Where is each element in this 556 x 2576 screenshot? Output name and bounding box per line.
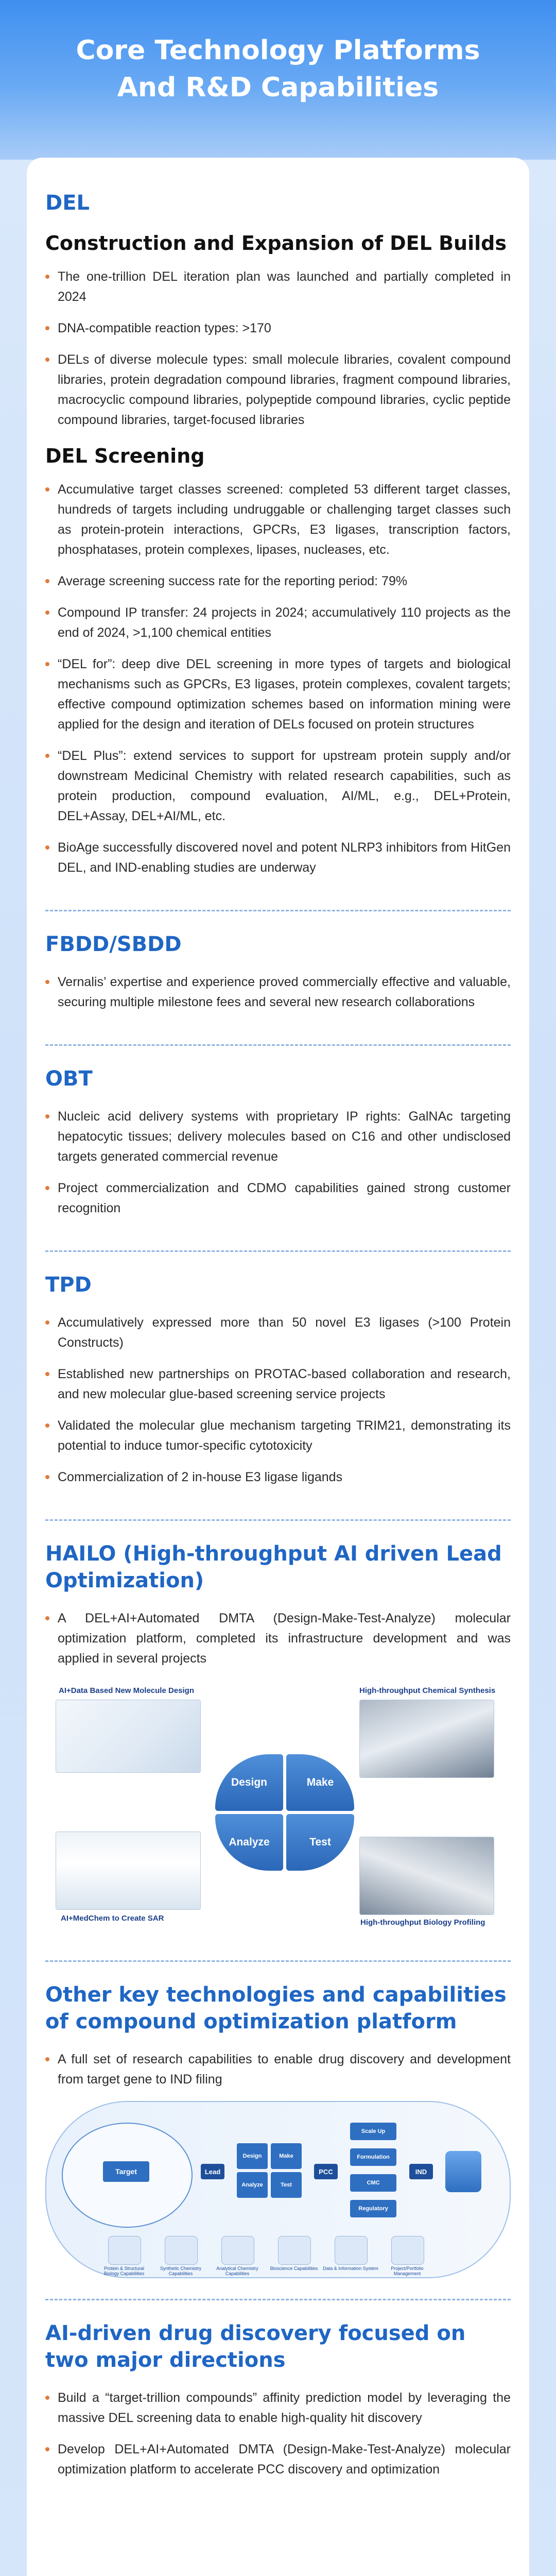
lead-label: Lead [201, 2164, 224, 2179]
list-item: Accumulative target classes screened: completed 53 different target classes, hundreds of targets including undruggable or challenging target classes such as protein-protein interactions, GPCRs, E3 ligases, transcription factors, phosphatases, protein complexes, lipases, nucleases, etc. [45, 480, 511, 560]
pcc-label: PCC [314, 2164, 338, 2179]
subsection-title-del-builds: Construction and Expansion of DEL Builds [45, 232, 507, 255]
capability-label: Analytical Chemistry Capabilities [216, 2266, 258, 2276]
dmta-figure [45, 1682, 511, 1940]
list-item: DNA-compatible reaction types: >170 [45, 318, 511, 338]
section-obt [45, 1065, 511, 1252]
wheel-test: Test [271, 2172, 302, 2198]
list-item: The one-trillion DEL iteration plan was launched and partially completed in 2024 [45, 267, 511, 307]
capability-label: Synthetic Chemistry Capabilities [160, 2266, 202, 2276]
synthesis-lab-image [359, 1700, 494, 1778]
obt-list [45, 1107, 511, 1218]
section-title-other: Other key technologies and capabilities of compound optimization platform [45, 1983, 507, 2033]
dmta-make: Make [286, 1754, 354, 1811]
wheel-analyze: Analyze [237, 2172, 268, 2198]
fbdd-list [45, 972, 511, 1012]
section-title-obt: OBT [45, 1067, 93, 1091]
dmta-cycle-diagram [195, 1739, 370, 1893]
wheel-design: Design [237, 2143, 268, 2169]
compound-optimization-diagram [45, 2101, 511, 2278]
list-item: Compound IP transfer: 24 projects in 2024; accumulatively 110 projects as the end of 2024, >1,100 chemical entities [45, 603, 511, 643]
section-other-technologies [45, 1981, 511, 2300]
cmc-box: Formulation [350, 2148, 396, 2166]
list-item: A DEL+AI+Automated DMTA (Design-Make-Test-Analyze) molecular optimization platform, completed its infrastructure development and was applied in several projects [45, 1608, 511, 1669]
dmta-test: Test [286, 1814, 354, 1871]
capability-label: Bioscience Capabilities [270, 2266, 318, 2271]
biology-lab-image [359, 1837, 494, 1915]
data-system-icon [335, 2236, 368, 2265]
section-title-hailo: HAILO (High-throughput AI driven Lead Optimization) [45, 1542, 502, 1592]
list-item: Project commercialization and CDMO capabilities gained strong customer recognition [45, 1178, 511, 1218]
cmc-box: Regulatory [350, 2200, 396, 2217]
figure-caption: AI+MedChem to Create SAR [61, 1914, 164, 1923]
medicine-bottle-icon [445, 2151, 481, 2192]
capability-label: Data & Information System [323, 2266, 378, 2271]
section-title-tpd: TPD [45, 1273, 92, 1297]
section-title-fbdd: FBDD/SBDD [45, 933, 182, 956]
section-del [45, 190, 511, 911]
page-title: Core Technology Platforms And R&D Capabilities [76, 35, 480, 103]
section-tpd [45, 1272, 511, 1521]
list-item: DELs of diverse molecule types: small molecule libraries, covalent compound libraries, protein degradation compound libraries, fragment compound libraries, macrocyclic compound libraries, polypeptide compound libraries, cyclic peptide compound libraries, target-focused libraries [45, 350, 511, 430]
list-item: Validated the molecular glue mechanism targeting TRIM21, demonstrating its potential to induce tumor-specific cytotoxicity [45, 1416, 511, 1456]
wheel-make: Make [271, 2143, 302, 2169]
section-fbdd-sbdd [45, 931, 511, 1046]
list-item: “DEL Plus”: extend services to support for upstream protein supply and/or downstream Medicinal Chemistry with related research capabilities, such as protein production, compound evaluation, AI/ML, e.g., DEL+Protein, DEL+Assay, DEL+AI/ML, etc. [45, 746, 511, 826]
bioscience-icon [278, 2236, 311, 2265]
cmc-box: CMC [350, 2174, 396, 2192]
capability-label: Protein & Structural Biology Capabilities [103, 2266, 145, 2276]
list-item: Nucleic acid delivery systems with proprietary IP rights: GalNAc targeting hepatocytic tissues; delivery molecules based on C16 and other undisclosed targets generated commercial revenue [45, 1107, 511, 1167]
del-builds-list [45, 267, 511, 430]
figure-caption: AI+Data Based New Molecule Design [59, 1686, 194, 1695]
page-header [0, 0, 556, 160]
other-list [45, 2049, 511, 2090]
list-item: Commercialization of 2 in-house E3 ligase ligands [45, 1467, 511, 1487]
project-management-icon [391, 2236, 424, 2265]
cmc-box: Scale Up [350, 2123, 396, 2140]
synthesis-icon [165, 2236, 198, 2265]
figure-caption: High-throughput Biology Profiling [360, 1918, 485, 1927]
list-item: Develop DEL+AI+Automated DMTA (Design-Make-Test-Analyze) molecular optimization platform to accelerate PCC discovery and optimization [45, 2439, 511, 2480]
subsection-title-del-screening: DEL Screening [45, 445, 205, 467]
sar-software-image [56, 1832, 201, 1910]
section-title-ai: AI-driven drug discovery focused on two major directions [45, 2321, 466, 2372]
target-label: Target [103, 2161, 149, 2182]
section-hailo [45, 1540, 511, 1962]
del-screening-list [45, 480, 511, 878]
list-item: Vernalis’ expertise and experience proved commercially effective and valuable, securing multiple milestone fees and several new research collaborations [45, 972, 511, 1012]
hailo-list [45, 1608, 511, 1669]
dmta-design: Design [215, 1754, 283, 1811]
capability-label: Project/Portfolio Management [391, 2266, 424, 2276]
list-item: “DEL for”: deep dive DEL screening in more types of targets and biological mechanisms such as GPCRs, E3 ligases, protein complexes, covalent targets; effective compound optimization schemes based on information mining were applied for the design and iteration of DELs focused on protein structures [45, 654, 511, 735]
list-item: Established new partnerships on PROTAC-based collaboration and research, and new molecular glue-based screening service projects [45, 1364, 511, 1404]
content-card [27, 158, 529, 2576]
list-item: Accumulatively expressed more than 50 novel E3 ligases (>100 Protein Constructs) [45, 1313, 511, 1353]
ind-label: IND [409, 2164, 433, 2179]
list-item: Average screening success rate for the reporting period: 79% [45, 571, 511, 591]
protein-icon [108, 2236, 141, 2265]
ai-list [45, 2388, 511, 2480]
analytical-icon [221, 2236, 254, 2265]
section-title-del: DEL [45, 191, 90, 215]
list-item: BioAge successfully discovered novel and potent NLRP3 inhibitors from HitGen DEL, and IND-enabling studies are underway [45, 838, 511, 878]
list-item: Build a “target-trillion compounds” affinity prediction model by leveraging the massive DEL screening data to enable high-quality hit discovery [45, 2388, 511, 2428]
molecule-design-image [56, 1700, 201, 1773]
figure-caption: High-throughput Chemical Synthesis [359, 1686, 496, 1695]
tpd-list [45, 1313, 511, 1487]
dmta-analyze: Analyze [215, 1814, 283, 1871]
list-item: A full set of research capabilities to enable drug discovery and development from target gene to IND filing [45, 2049, 511, 2090]
section-ai-driven [45, 2320, 511, 2512]
